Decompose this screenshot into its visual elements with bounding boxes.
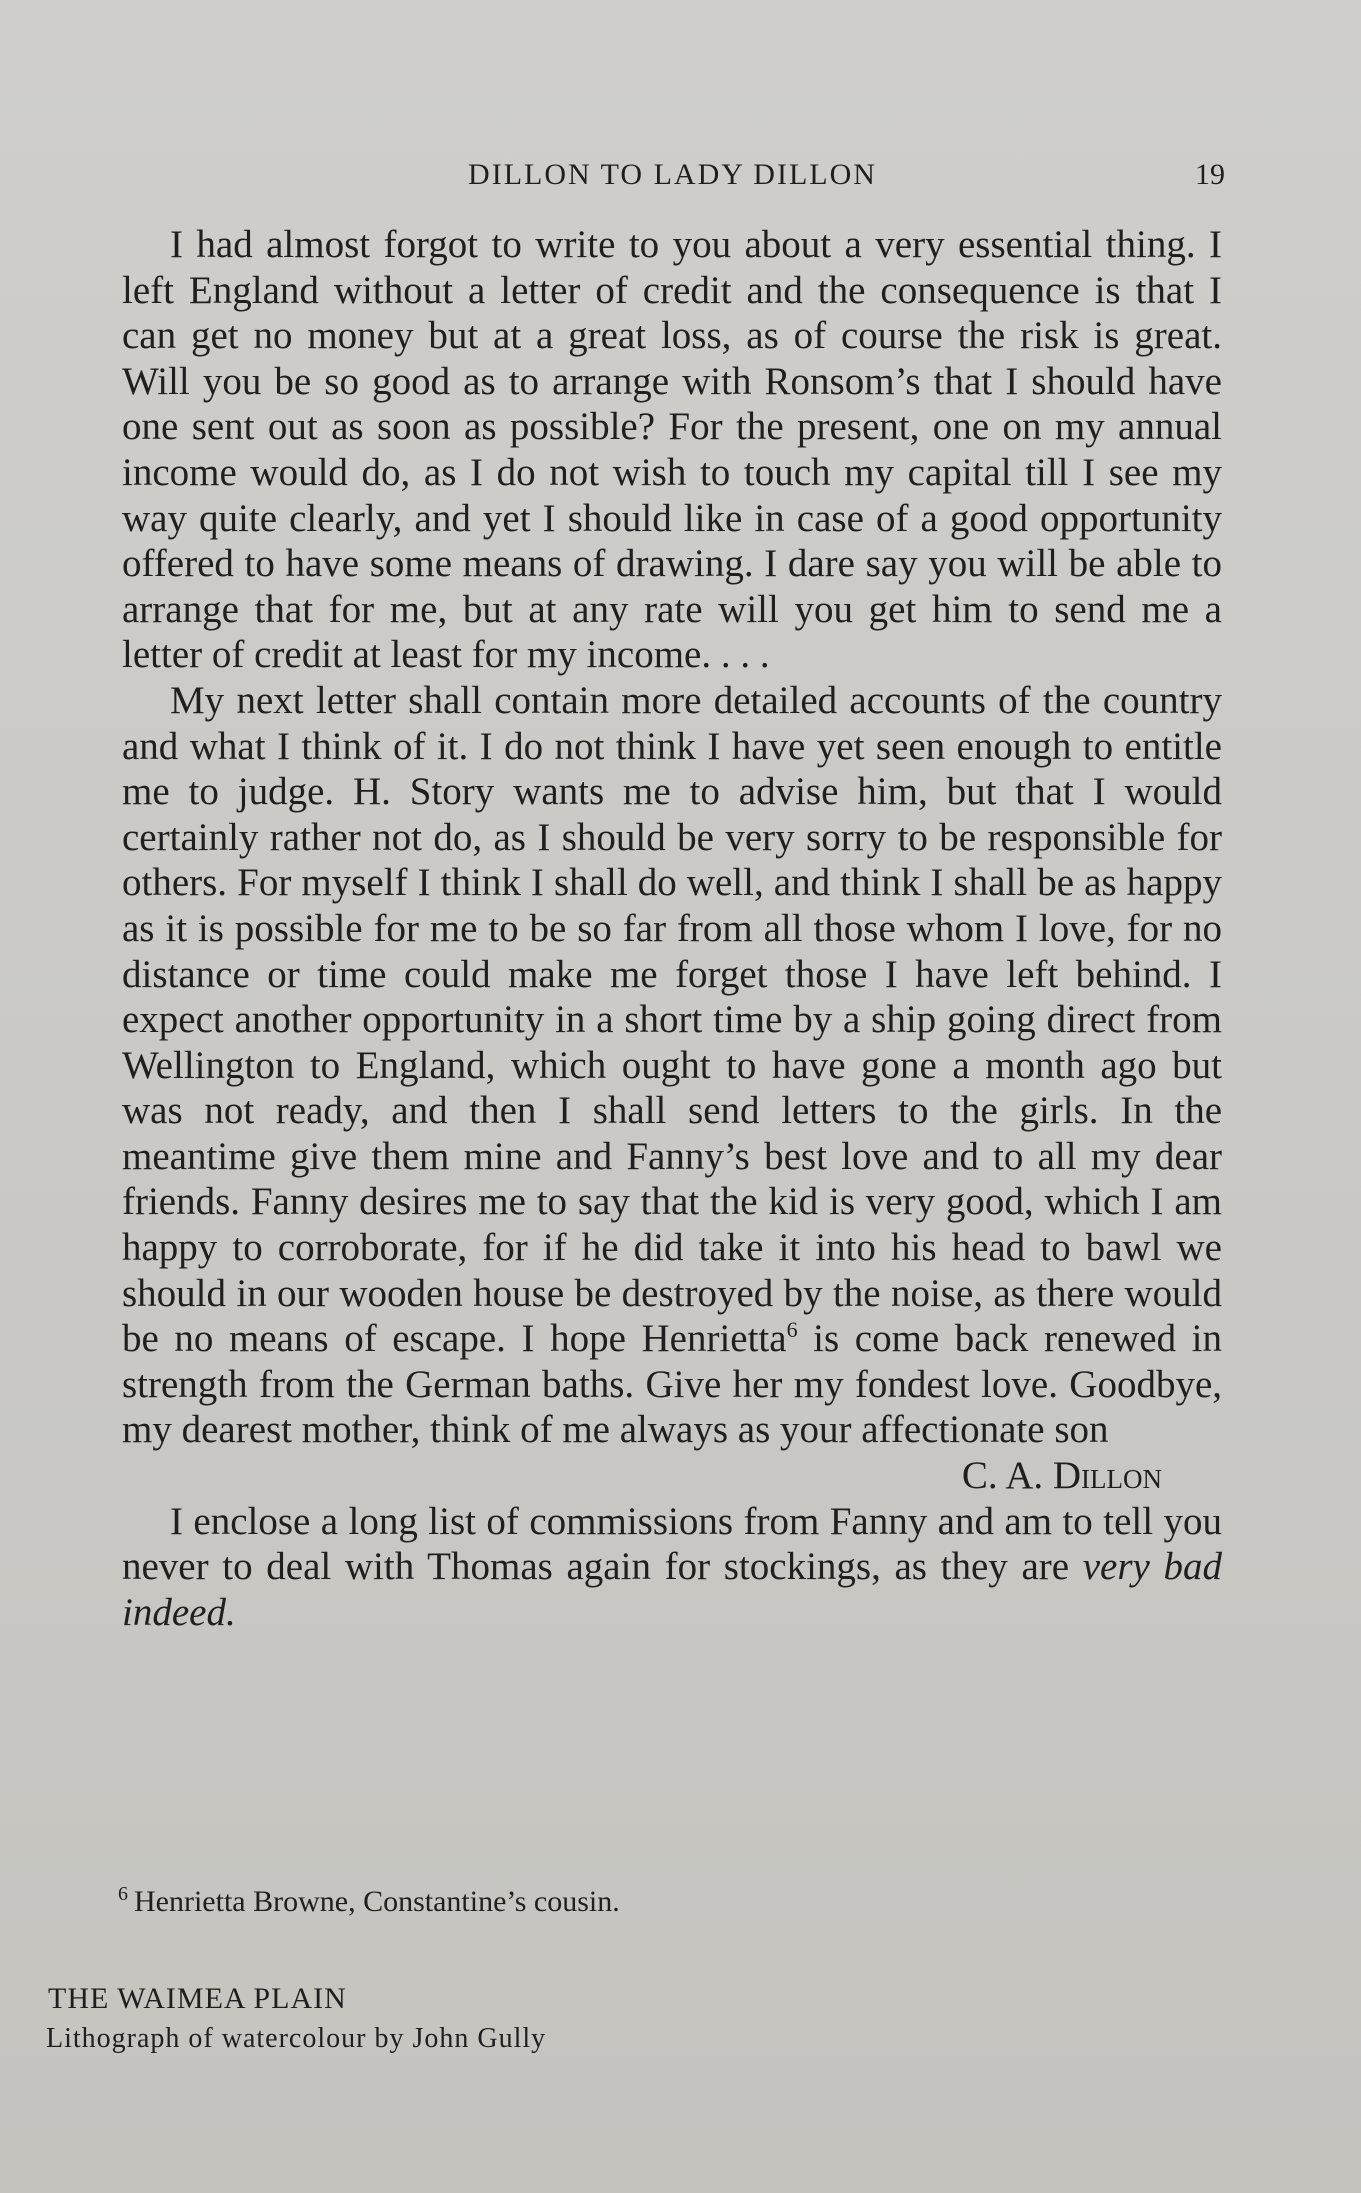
footnote-reference: 6	[786, 1317, 798, 1343]
footnote-text: Henrietta Browne, Constantine’s cousin.	[134, 1885, 620, 1918]
postscript-text: I enclose a long list of commissions from Fanny and am to tell you never to deal with Thomas again for stockings, as they are	[122, 1499, 1222, 1589]
paragraph-next-letter	[122, 678, 1222, 1453]
plate-caption-credit: Lithograph of watercolour by John Gully	[46, 2023, 547, 2054]
letter-body	[122, 222, 1222, 1635]
postscript-emphasis: very bad indeed.	[122, 1545, 1223, 1634]
paragraph-postscript	[122, 1499, 1222, 1636]
page-number: 19	[1195, 158, 1225, 191]
plate-caption-title: THE WAIMEA PLAIN	[48, 1982, 347, 2015]
signature: C. A. Dillon	[961, 1454, 1162, 1498]
paragraph-letter-of-credit: I had almost forgot to write to you about a very essential thing. I left England without a letter of credit and the consequence is that I can get no money but at a great loss, as of course the risk is great. Will you be so good as to arrange with Ronsom’s that I should have one sent out as soon as possible? For the present, one on my annual income would do, as I do not wish to touch my capital till I see my way quite clearly, and yet I should like in case of a good opportunity offered to have some means of drawing. I dare say you will be able to arrange that for me, but at any rate will you get him to send me a letter of credit at least for my income. . . .	[122, 223, 1222, 677]
paragraph-text-continued: is come back renewed in strength from the German baths. Give her my fondest love. Goodbye, my dearest mother, think of me always as your affectionate son	[122, 1317, 1223, 1452]
running-title: DILLON TO LADY DILLON	[468, 158, 877, 191]
paragraph-text: My next letter shall contain more detailed accounts of the country and what I think of it. I do not think I have yet seen enough to entitle me to judge. H. Story wants me to advise him, but that I would certainly rather not do, as I should be very sorry to be responsible for others. For myself I think I shall do well, and think I shall be as happy as it is possible for me to be so far from all those whom I love, for no distance or time could make me forget those I have left behind. I expect another opportunity in a short time by a ship going direct from Wellington to England, which ought to have gone a month ago but was not ready, and then I shall send letters to the girls. In the meantime give them mine and Fanny’s best love and to all my dear friends. Fanny desires me to say that the kid is very good, which I am happy to corroborate, for if he did take it into his head to bawl we should in our wooden house be destroyed by the noise, as there would be no means of escape. I hope Henrietta	[122, 678, 1222, 1361]
footnote	[118, 1885, 620, 1919]
running-head	[120, 158, 1225, 198]
footnote-number: 6	[118, 1883, 128, 1905]
